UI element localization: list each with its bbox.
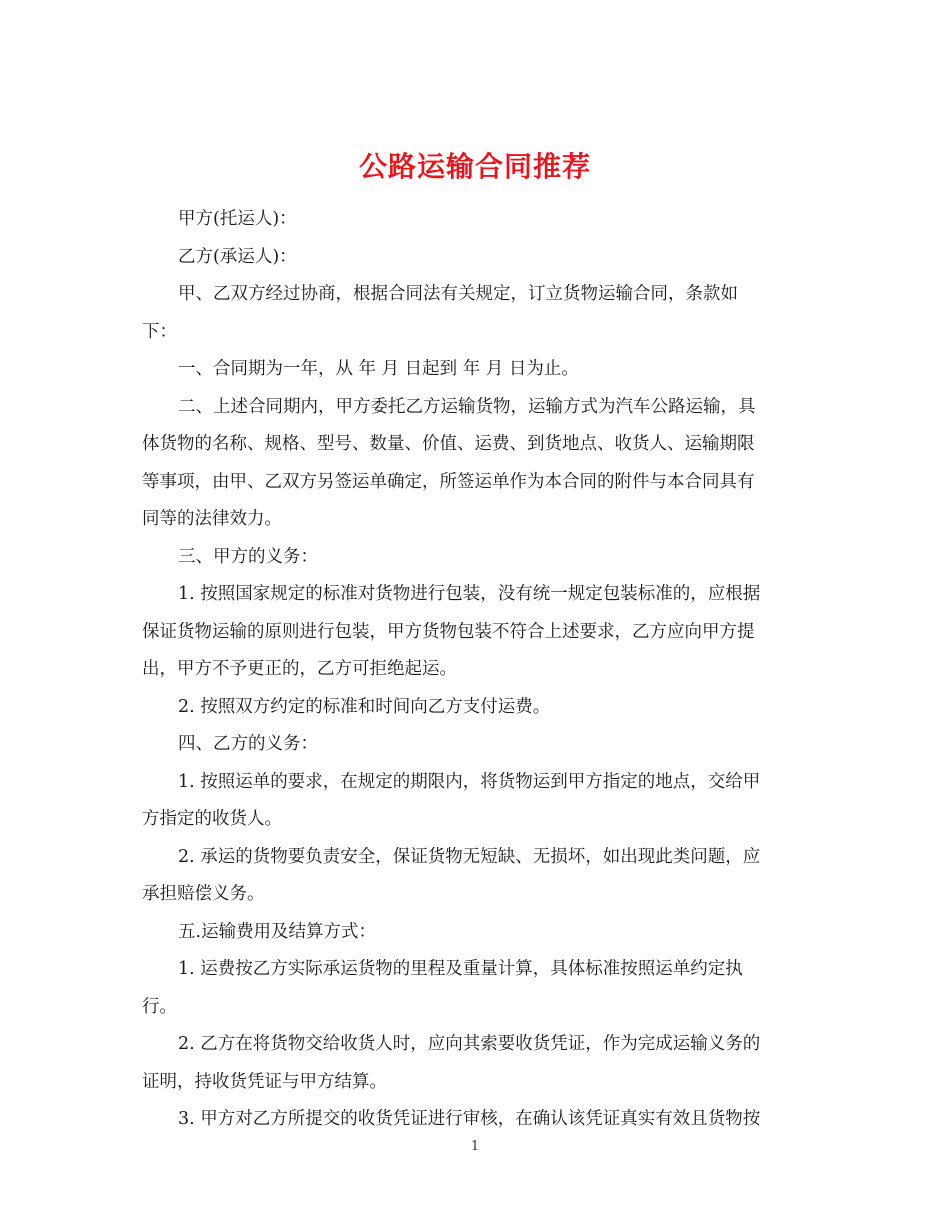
paragraph-line: 同等的法律效力。 <box>142 509 282 529</box>
paragraph-line: 三、甲方的义务： <box>178 546 318 567</box>
contract-paragraph <box>142 689 812 727</box>
paragraph-line: 体货物的名称、规格、型号、数量、价值、运费、到货地点、收货人、运输期限 <box>142 434 755 454</box>
paragraph-line: 保证货物运输的原则进行包装，甲方货物包装不符合上述要求，乙方应向甲方提 <box>142 621 755 642</box>
paragraph-line: 甲、乙双方经过协商，根据合同法有关规定，订立货物运输合同，条款如 <box>178 284 738 304</box>
paragraph-line: 1. 按照国家规定的标准对货物进行包装，没有统一规定包装标准的，应根据 <box>178 584 761 604</box>
contract-paragraph <box>142 726 812 764</box>
paragraph-line: 2. 承运的货物要负责安全，保证货物无短缺、无损坏，如出现此类问题，应 <box>178 846 761 867</box>
contract-paragraph <box>142 764 812 839</box>
paragraph-line: 下： <box>142 321 177 342</box>
contract-paragraph <box>142 951 812 1026</box>
paragraph-line: 承担赔偿义务。 <box>142 884 265 904</box>
contract-paragraph <box>142 914 812 952</box>
paragraph-line: 2. 乙方在将货物交给收货人时，应向其索要收货凭证，作为完成运输义务的 <box>178 1034 761 1054</box>
contract-paragraph <box>142 276 812 351</box>
paragraph-line: 等事项，由甲、乙双方另签运单确定，所签运单作为本合同的附件与本合同具有 <box>142 471 755 492</box>
paragraph-line: 方指定的收货人。 <box>142 809 282 829</box>
contract-paragraph <box>142 239 812 277</box>
paragraph-line: 乙方(承运人)： <box>178 246 297 267</box>
document-title: 公路运输合同推荐 <box>358 149 591 183</box>
paragraph-line: 行。 <box>142 996 177 1017</box>
contract-paragraph <box>142 1101 812 1139</box>
contract-paragraph <box>142 351 812 389</box>
contract-paragraph <box>142 576 812 689</box>
paragraph-line: 2. 按照双方约定的标准和时间向乙方支付运费。 <box>178 696 551 717</box>
paragraph-line: 五.运输费用及结算方式： <box>178 921 377 942</box>
contract-paragraph <box>142 201 812 239</box>
paragraph-line: 二、上述合同期内，甲方委托乙方运输货物，运输方式为汽车公路运输，具 <box>178 396 756 417</box>
paragraph-line: 证明，持收货凭证与甲方结算。 <box>142 1071 387 1092</box>
paragraph-line: 出，甲方不予更正的，乙方可拒绝起运。 <box>142 659 457 679</box>
document-body <box>142 201 812 1139</box>
paragraph-line: 3. 甲方对乙方所提交的收货凭证进行审核，在确认该凭证真实有效且货物按 <box>178 1109 761 1129</box>
contract-paragraph <box>142 539 812 577</box>
paragraph-line: 甲方(托运人)： <box>178 209 297 229</box>
contract-paragraph <box>142 389 812 539</box>
page-number: 1 <box>470 1139 480 1154</box>
paragraph-line: 1. 按照运单的要求，在规定的期限内，将货物运到甲方指定的地点，交给甲 <box>178 771 761 792</box>
contract-paragraph <box>142 1026 812 1101</box>
paragraph-line: 一、合同期为一年，从 年 月 日起到 年 月 日为止。 <box>178 359 579 379</box>
contract-paragraph <box>142 839 812 914</box>
paragraph-line: 四、乙方的义务： <box>178 734 318 754</box>
paragraph-line: 1. 运费按乙方实际承运货物的里程及重量计算，具体标准按照运单约定执 <box>178 959 743 979</box>
